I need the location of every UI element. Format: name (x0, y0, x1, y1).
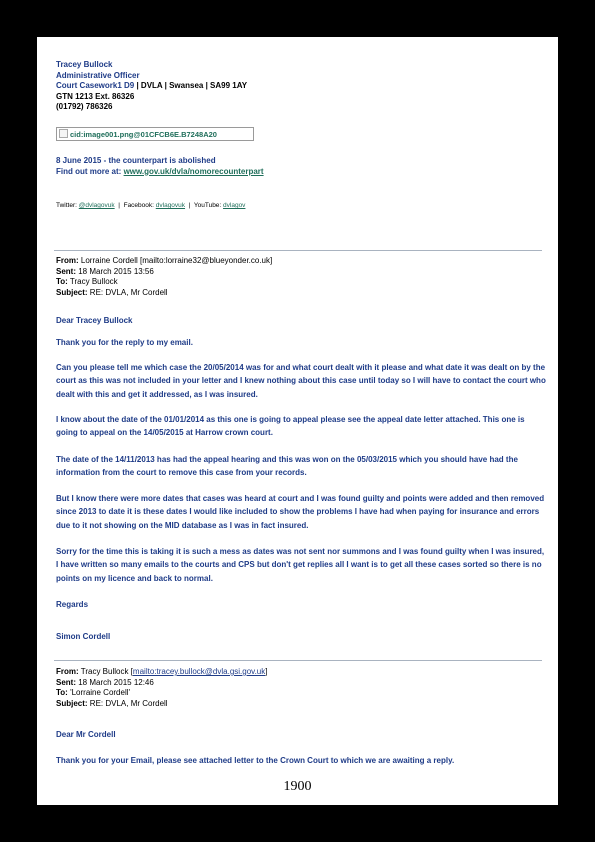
to-line (56, 277, 272, 288)
from-value: Tracy Bullock [ (78, 667, 133, 676)
sent-label: Sent: (56, 677, 76, 687)
notice-block (56, 156, 264, 177)
broken-image-placeholder (56, 127, 254, 141)
twitter-label: Twitter: (56, 202, 79, 209)
youtube-link[interactable]: dvlagov (223, 202, 246, 209)
from-email-link[interactable]: mailto:tracey.bullock@dvla.gsi.gov.uk (132, 667, 266, 676)
email-signoff: Simon Cordell (56, 632, 111, 641)
divider-line (54, 250, 542, 251)
twitter-link[interactable]: @dvlagovuk (78, 202, 115, 209)
subject-value: RE: DVLA, Mr Cordell (87, 698, 168, 708)
email-body-paragraph: Sorry for the time this is taking it is such a mess as dates was not sent nor summons and I was found guilty when I was insured, I have written so many emails to the courts and CPS but don't get replies all I want is to get all these cases sorted so there is no points on my licence and back to normal. (56, 547, 545, 583)
email-body-paragraph: Thank you for your Email, please see attached letter to the Crown Court to which we are awaiting a reply. (56, 756, 455, 765)
to-value: Tracy Bullock (67, 277, 118, 286)
department-address: | DVLA | Swansea | SA99 1AY (134, 81, 248, 90)
to-label: To: (56, 688, 68, 697)
subject-label: Subject: (56, 287, 88, 297)
notice-line: 8 June 2015 - the counterpart is abolished (56, 156, 216, 165)
sent-line (56, 267, 272, 278)
signature-title: Administrative Officer (56, 70, 140, 80)
youtube-label: YouTube: (193, 202, 224, 209)
email-closing: Regards (56, 600, 89, 609)
to-value: 'Lorraine Cordell' (67, 688, 131, 697)
facebook-label: Facebook: (123, 202, 156, 209)
notice-link[interactable]: www.gov.uk/dvla/nomorecounterpart (123, 166, 264, 176)
signature-block (56, 60, 247, 113)
from-label: From: (56, 667, 79, 676)
sent-value: 18 March 2015 13:56 (76, 266, 154, 276)
from-line (56, 667, 267, 678)
subject-label: Subject: (56, 698, 88, 708)
to-line (56, 688, 267, 699)
document-page (37, 37, 558, 805)
social-links (56, 202, 245, 209)
separator: | (188, 202, 191, 209)
email-body-paragraph: Can you please tell me which case the 20/05/2014 was for and what court dealt with it please and what date it was dealt on by the court as this was not included in your letter and I knew nothing about this case until today so I will have to contact the court who dealt with this and get it addressed, as I was insured. (56, 363, 546, 399)
image-alt-text: cid:image001.png@01CFCB6E.B7248A20 (70, 130, 217, 139)
sent-label: Sent: (56, 266, 76, 276)
email-body-paragraph: Thank you for the reply to my email. (56, 338, 193, 347)
email-body-greeting: Dear Tracey Bullock (56, 316, 133, 325)
page-number: 1900 (283, 779, 312, 794)
from-value: Lorraine Cordell [mailto:lorraine32@blueyonder.co.uk] (78, 256, 273, 265)
facebook-link[interactable]: dvlagovuk (155, 202, 186, 209)
email-body-paragraph: But I know there were more dates that cases was heard at court and I was found guilty and points were added and then removed since 2013 to date it is these dates I would like included to show the problems I have had when paying for insurance and errors due to it not showing on the MID database as I was in fact insured. (56, 494, 545, 530)
signature-phone: (01792) 786326 (56, 102, 113, 111)
subject-value: RE: DVLA, Mr Cordell (87, 287, 168, 297)
broken-image-icon (59, 129, 68, 138)
from-suffix: ] (265, 667, 268, 676)
sent-line (56, 678, 267, 689)
email-body-paragraph: I know about the date of the 01/01/2014 as this one is going to appeal please see the appeal date letter attached. This one is going to appeal on the 14/05/2015 at Harrow crown court. (56, 415, 525, 438)
to-label: To: (56, 277, 68, 286)
notice-prefix: Find out more at: (56, 166, 124, 176)
subject-line (56, 699, 267, 710)
separator: | (118, 202, 120, 209)
email-header-1 (56, 256, 272, 298)
from-line (56, 256, 272, 267)
from-label: From: (56, 256, 79, 265)
signature-name: Tracey Bullock (56, 60, 113, 69)
signature-gtn: GTN 1213 Ext. 86326 (56, 91, 135, 101)
notice-find-out (56, 167, 264, 178)
divider-line (54, 660, 542, 661)
subject-line (56, 288, 272, 299)
email-body-paragraph: The date of the 14/11/2013 has had the appeal hearing and this was won on the 05/03/2015 which you should have had the information from the court to remove this case from your records. (56, 455, 518, 478)
department-name: Court Casework1 D9 (56, 81, 135, 90)
email-body-greeting: Dear Mr Cordell (56, 730, 116, 739)
signature-department (56, 81, 247, 92)
sent-value: 18 March 2015 12:46 (76, 677, 154, 687)
email-header-2 (56, 667, 267, 709)
